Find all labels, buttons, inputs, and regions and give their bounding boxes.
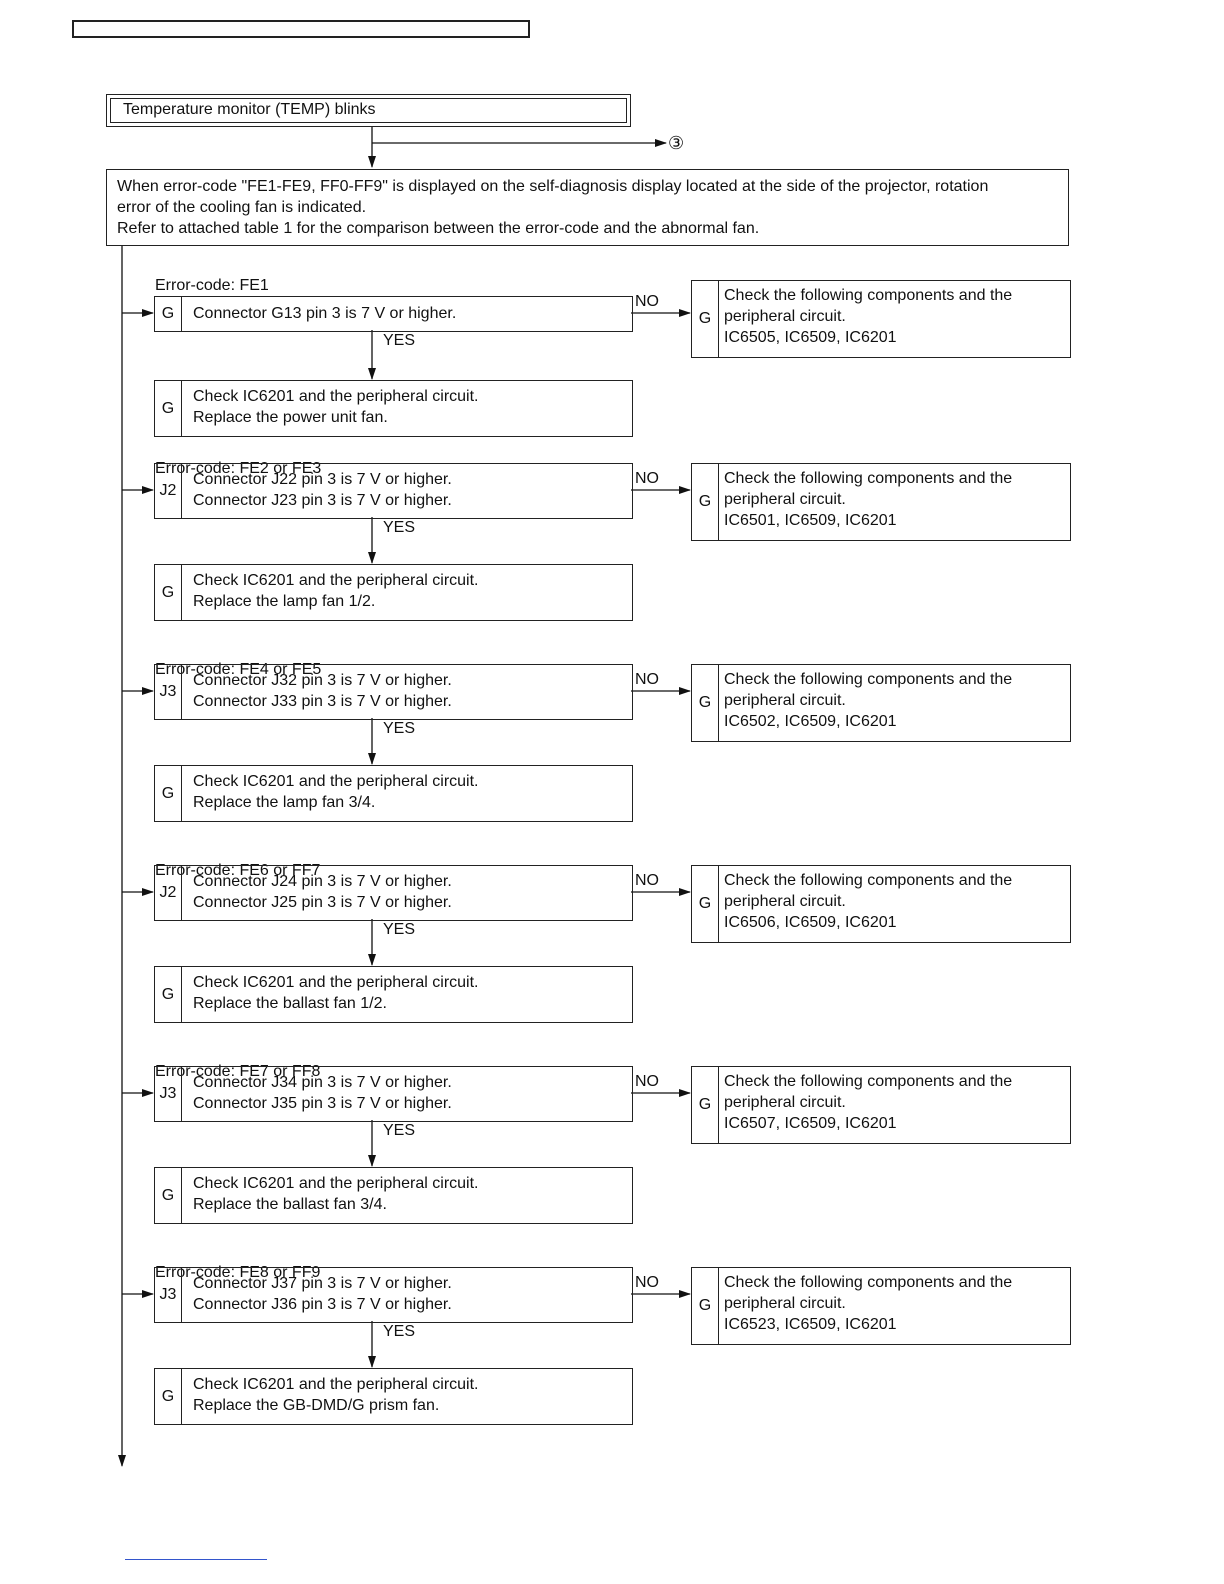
no-result-text [724, 468, 1066, 531]
text-line: Connector J34 pin 3 is 7 V or higher. [193, 1074, 452, 1091]
yes-board-tag: G [155, 766, 182, 821]
text-line: Connector J33 pin 3 is 7 V or higher. [193, 693, 452, 710]
yes-result-box [154, 564, 633, 621]
step-row [0, 460, 1224, 650]
error-code-label: Error-code: FE1 [155, 277, 269, 294]
no-result-text [724, 285, 1066, 348]
text-line: Replace the power unit fan. [193, 409, 388, 426]
text-line: Check IC6201 and the peripheral circuit. [193, 773, 479, 790]
text-line: Check the following components and the [724, 872, 1013, 889]
check-box [154, 463, 633, 519]
yes-result-box [154, 380, 633, 437]
no-board-tag: G [692, 281, 719, 357]
text-line: Connector J25 pin 3 is 7 V or higher. [193, 894, 452, 911]
footer-link-line [125, 1559, 267, 1560]
text-line: Check IC6201 and the peripheral circuit. [193, 974, 479, 991]
text-line: Check the following components and the [724, 470, 1013, 487]
text-line: Connector J35 pin 3 is 7 V or higher. [193, 1095, 452, 1112]
yes-board-tag: G [155, 967, 182, 1022]
error-code-label: Error-code: FE6 or FF7 [155, 862, 321, 879]
yes-result-box [154, 1368, 633, 1425]
no-result-box [691, 463, 1071, 541]
step-row [0, 1264, 1224, 1454]
no-result-box [691, 1267, 1071, 1345]
check-text [193, 1072, 628, 1114]
yes-board-tag: G [155, 1369, 182, 1424]
yes-result-text [193, 1173, 628, 1215]
yes-label: YES [383, 720, 416, 737]
check-board-tag: J2 [155, 464, 182, 518]
text-line: Replace the GB-DMD/G prism fan. [193, 1397, 440, 1414]
step-row [0, 1063, 1224, 1253]
yes-result-box [154, 966, 633, 1023]
no-board-tag: G [692, 464, 719, 540]
yes-result-text [193, 570, 628, 612]
no-label: NO [635, 671, 659, 688]
check-box [154, 1066, 633, 1122]
text-line: IC6507, IC6509, IC6201 [724, 1115, 897, 1132]
text-line: Check the following components and the [724, 1073, 1013, 1090]
check-board-tag: J3 [155, 665, 182, 719]
text-line: IC6523, IC6509, IC6201 [724, 1316, 897, 1333]
check-board-tag: J3 [155, 1067, 182, 1121]
text-line: IC6502, IC6509, IC6201 [724, 713, 897, 730]
text-line: Check IC6201 and the peripheral circuit. [193, 1376, 479, 1393]
text-line: Check IC6201 and the peripheral circuit. [193, 388, 479, 405]
text-line: Connector J22 pin 3 is 7 V or higher. [193, 471, 452, 488]
connector-ref-3: ③ [668, 133, 685, 153]
no-result-box [691, 1066, 1071, 1144]
yes-result-text [193, 771, 628, 813]
text-line: Connector J36 pin 3 is 7 V or higher. [193, 1296, 452, 1313]
text-line: peripheral circuit. [724, 692, 846, 709]
text-line: Connector J24 pin 3 is 7 V or higher. [193, 873, 452, 890]
error-code-label: Error-code: FE8 or FF9 [155, 1264, 321, 1281]
start-box-label: Temperature monitor (TEMP) blinks [110, 98, 627, 123]
no-board-tag: G [692, 866, 719, 942]
no-result-box [691, 865, 1071, 943]
no-result-text [724, 1272, 1066, 1335]
step-row [0, 862, 1224, 1052]
no-label: NO [635, 293, 659, 310]
check-text [193, 469, 628, 511]
yes-label: YES [383, 519, 416, 536]
text-line: Connector J37 pin 3 is 7 V or higher. [193, 1275, 452, 1292]
check-box [154, 296, 633, 332]
error-code-label: Error-code: FE4 or FE5 [155, 661, 322, 678]
no-result-text [724, 870, 1066, 933]
text-line: Check the following components and the [724, 287, 1013, 304]
no-label: NO [635, 872, 659, 889]
yes-result-text [193, 1374, 628, 1416]
check-text [193, 1273, 628, 1315]
text-line: Connector J32 pin 3 is 7 V or higher. [193, 672, 452, 689]
no-result-box [691, 664, 1071, 742]
text-line: Replace the ballast fan 1/2. [193, 995, 387, 1012]
error-code-label: Error-code: FE2 or FE3 [155, 460, 322, 477]
text-line: Check IC6201 and the peripheral circuit. [193, 572, 479, 589]
step-row [0, 661, 1224, 851]
text-line: IC6501, IC6509, IC6201 [724, 512, 897, 529]
text-line: Check the following components and the [724, 1274, 1013, 1291]
text-line: peripheral circuit. [724, 1094, 846, 1111]
no-label: NO [635, 1274, 659, 1291]
no-result-text [724, 669, 1066, 732]
check-board-tag: G [155, 297, 182, 331]
no-label: NO [635, 1073, 659, 1090]
step-row [0, 277, 1224, 467]
check-board-tag: J2 [155, 866, 182, 920]
check-text [193, 871, 628, 913]
intro-line: Refer to attached table 1 for the comparison between the error-code and the abnormal fan. [117, 220, 760, 237]
text-line: Replace the ballast fan 3/4. [193, 1196, 387, 1213]
check-text [193, 303, 628, 324]
yes-result-box [154, 1167, 633, 1224]
yes-label: YES [383, 921, 416, 938]
no-board-tag: G [692, 665, 719, 741]
check-text [193, 670, 628, 712]
check-board-tag: J3 [155, 1268, 182, 1322]
no-board-tag: G [692, 1268, 719, 1344]
text-line: Check IC6201 and the peripheral circuit. [193, 1175, 479, 1192]
yes-board-tag: G [155, 381, 182, 436]
text-line: peripheral circuit. [724, 1295, 846, 1312]
text-line: Replace the lamp fan 1/2. [193, 593, 376, 610]
text-line: Check the following components and the [724, 671, 1013, 688]
yes-label: YES [383, 332, 416, 349]
text-line: IC6505, IC6509, IC6201 [724, 329, 897, 346]
text-line: peripheral circuit. [724, 308, 846, 325]
check-box [154, 865, 633, 921]
no-label: NO [635, 470, 659, 487]
no-result-text [724, 1071, 1066, 1134]
text-line: Connector J23 pin 3 is 7 V or higher. [193, 492, 452, 509]
yes-result-box [154, 765, 633, 822]
intro-line: When error-code "FE1-FE9, FF0-FF9" is displayed on the self-diagnosis display located at the side of the projector, rotation [117, 178, 989, 195]
text-line: peripheral circuit. [724, 491, 846, 508]
yes-board-tag: G [155, 565, 182, 620]
check-box [154, 1267, 633, 1323]
intro-line: error of the cooling fan is indicated. [117, 199, 367, 216]
text-line: Replace the lamp fan 3/4. [193, 794, 376, 811]
yes-board-tag: G [155, 1168, 182, 1223]
error-code-label: Error-code: FE7 or FF8 [155, 1063, 321, 1080]
yes-label: YES [383, 1122, 416, 1139]
no-board-tag: G [692, 1067, 719, 1143]
no-result-box [691, 280, 1071, 358]
text-line: Connector G13 pin 3 is 7 V or higher. [193, 305, 457, 322]
text-line: peripheral circuit. [724, 893, 846, 910]
yes-result-text [193, 386, 628, 428]
text-line: IC6506, IC6509, IC6201 [724, 914, 897, 931]
check-box [154, 664, 633, 720]
yes-result-text [193, 972, 628, 1014]
yes-label: YES [383, 1323, 416, 1340]
